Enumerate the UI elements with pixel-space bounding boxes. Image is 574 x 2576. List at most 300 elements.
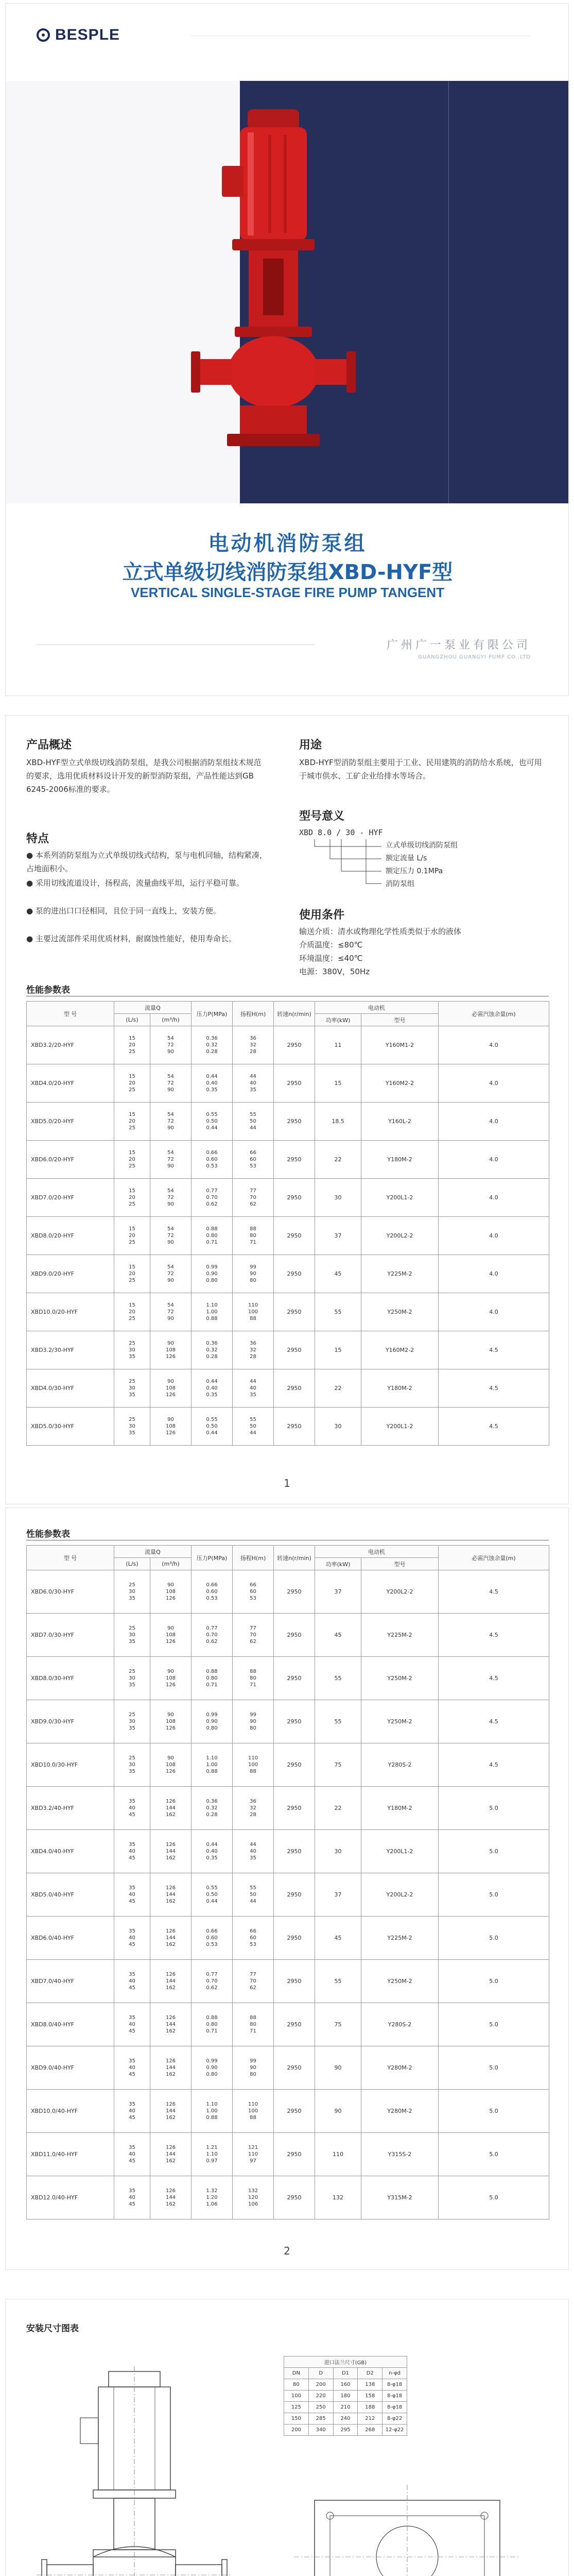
column-header: 转速n(r/min) bbox=[274, 1002, 315, 1026]
cell-line: 35 bbox=[129, 1392, 135, 1398]
column-header: 功率(kW) bbox=[315, 1014, 361, 1026]
cell-line: 30 bbox=[129, 1589, 135, 1595]
brand bbox=[37, 26, 120, 44]
value-cell: 158 bbox=[358, 2391, 382, 2402]
cell-line: 90 bbox=[167, 1316, 174, 1321]
cell-line: 20 bbox=[129, 1042, 135, 1048]
value-cell: 138 bbox=[358, 2379, 382, 2391]
cell-line: 90 bbox=[250, 1719, 256, 1724]
cell-line: 108 bbox=[165, 1385, 176, 1391]
spec-table bbox=[26, 1545, 549, 2219]
cell-line: 108 bbox=[165, 1632, 176, 1638]
value-cell bbox=[192, 1141, 233, 1179]
value-cell bbox=[150, 1614, 192, 1657]
column-header: 型号 bbox=[361, 1014, 439, 1026]
model-cell: XBD9.0/30-HYF bbox=[27, 1700, 114, 1743]
banner-rule bbox=[448, 81, 449, 503]
value-cell: 4.5 bbox=[439, 1700, 549, 1743]
table-row bbox=[27, 1743, 549, 1787]
spec-table-title: 性能参数表 bbox=[26, 985, 70, 995]
cell-line: 126 bbox=[165, 1725, 176, 1731]
value-cell bbox=[233, 1960, 274, 2003]
table-row bbox=[284, 2379, 407, 2391]
cell-line: 25 bbox=[129, 1278, 135, 1283]
cell-line: 15 bbox=[129, 1226, 135, 1232]
cell-line: 0.80 bbox=[206, 2072, 218, 2077]
value-cell: 2950 bbox=[274, 1255, 315, 1293]
table-row bbox=[27, 1917, 549, 1960]
value-cell: 8-φ18 bbox=[382, 2402, 407, 2413]
cell-line: 44 bbox=[250, 1430, 256, 1436]
cell-line: 90 bbox=[167, 1341, 174, 1346]
value-cell: Y200L1-2 bbox=[361, 1179, 439, 1217]
value-cell bbox=[233, 1830, 274, 1873]
value-cell: 5.0 bbox=[439, 2046, 549, 2090]
cell-line: 126 bbox=[165, 2102, 176, 2107]
value-cell: 12-φ22 bbox=[382, 2425, 407, 2436]
value-cell: 4.5 bbox=[439, 1331, 549, 1369]
value-cell: 2950 bbox=[274, 1103, 315, 1141]
condition-item: 电源：380V，50Hz bbox=[299, 967, 370, 976]
cell-line: 0.28 bbox=[206, 1049, 218, 1055]
value-cell bbox=[233, 1614, 274, 1657]
value-cell: Y200L2-2 bbox=[361, 1217, 439, 1255]
cell-line: 70 bbox=[250, 1632, 256, 1638]
value-cell: 30 bbox=[315, 1408, 361, 1446]
cell-line: 88 bbox=[250, 1226, 256, 1232]
cell-line: 35 bbox=[129, 2102, 135, 2107]
table-row bbox=[27, 1026, 549, 1064]
table-row bbox=[27, 1064, 549, 1103]
cell-line: 1.21 bbox=[206, 2145, 218, 2150]
model-code: XBD 8.0 / 30 - HYF bbox=[299, 828, 383, 837]
column-header: 型 号 bbox=[27, 1546, 114, 1570]
value-cell: 55 bbox=[315, 1960, 361, 2003]
value-cell: 150 bbox=[284, 2413, 309, 2425]
cell-line: 162 bbox=[165, 2115, 176, 2121]
model-cell: XBD12.0/40-HYF bbox=[27, 2176, 114, 2219]
value-cell bbox=[114, 1960, 150, 2003]
value-cell: Y200L1-2 bbox=[361, 1830, 439, 1873]
table-row bbox=[27, 1830, 549, 1873]
value-cell bbox=[233, 2133, 274, 2176]
table-row bbox=[27, 1331, 549, 1369]
cell-line: 30 bbox=[129, 1347, 135, 1353]
cell-line: 162 bbox=[165, 1812, 176, 1818]
value-cell: 75 bbox=[315, 1743, 361, 1787]
model-cell: XBD8.0/20-HYF bbox=[27, 1217, 114, 1255]
value-cell bbox=[150, 1293, 192, 1331]
cell-line: 72 bbox=[167, 1309, 174, 1315]
value-cell bbox=[233, 2090, 274, 2133]
cell-line: 54 bbox=[167, 1150, 174, 1156]
cell-line: 90 bbox=[167, 1625, 174, 1631]
value-cell bbox=[192, 1917, 233, 1960]
cell-line: 0.35 bbox=[206, 1087, 218, 1093]
cell-line: 20 bbox=[129, 1157, 135, 1162]
cell-line: 45 bbox=[129, 2158, 135, 2164]
cell-line: 144 bbox=[165, 1892, 176, 1897]
column-header: D1 bbox=[333, 2368, 358, 2379]
cell-line: 162 bbox=[165, 2072, 176, 2077]
model-legend-leaders bbox=[309, 839, 381, 896]
model-cell: XBD5.0/40-HYF bbox=[27, 1873, 114, 1917]
column-header: 电动机 bbox=[315, 1546, 439, 1558]
value-cell bbox=[233, 1570, 274, 1614]
value-cell: Y200L1-2 bbox=[361, 1408, 439, 1446]
value-cell: 210 bbox=[333, 2402, 358, 2413]
cell-line: 20 bbox=[129, 1233, 135, 1239]
value-cell: 11 bbox=[315, 1026, 361, 1064]
cell-line: 28 bbox=[250, 1812, 256, 1818]
page-2 bbox=[5, 1507, 569, 2270]
cell-line: 60 bbox=[250, 1935, 256, 1941]
cell-line: 108 bbox=[165, 1675, 176, 1681]
cell-line: 40 bbox=[250, 1849, 256, 1854]
cell-line: 90 bbox=[167, 1087, 174, 1093]
value-cell: 5.0 bbox=[439, 2133, 549, 2176]
cell-line: 97 bbox=[250, 2158, 256, 2164]
value-cell bbox=[150, 1960, 192, 2003]
cell-line: 0.88 bbox=[206, 2115, 218, 2121]
cell-line: 45 bbox=[129, 1899, 135, 1904]
value-cell bbox=[114, 1657, 150, 1700]
value-cell bbox=[192, 1369, 233, 1408]
cell-line: 0.28 bbox=[206, 1354, 218, 1360]
feature-item: ● 泵的进出口口径相同，且位于同一直线上，安装方便。 bbox=[26, 906, 221, 916]
cell-line: 126 bbox=[165, 1430, 176, 1436]
cell-line: 0.88 bbox=[206, 2015, 218, 2021]
cell-line: 28 bbox=[250, 1049, 256, 1055]
pump-elevation-drawing bbox=[37, 2366, 232, 2576]
value-cell: 2950 bbox=[274, 1179, 315, 1217]
cell-line: 35 bbox=[129, 2058, 135, 2064]
value-cell: 8-φ18 bbox=[382, 2379, 407, 2391]
value-cell bbox=[233, 2003, 274, 2046]
model-cell: XBD5.0/30-HYF bbox=[27, 1408, 114, 1446]
feature-item: ● 主要过流部件采用优质材料，耐腐蚀性能好，使用寿命长。 bbox=[26, 934, 236, 943]
value-cell bbox=[114, 2176, 150, 2219]
value-cell bbox=[233, 2176, 274, 2219]
value-cell: 22 bbox=[315, 1369, 361, 1408]
cell-line: 77 bbox=[250, 1625, 256, 1631]
cell-line: 72 bbox=[167, 1233, 174, 1239]
cell-line: 71 bbox=[250, 2028, 256, 2034]
value-cell bbox=[150, 1217, 192, 1255]
page-number: 1 bbox=[284, 1477, 290, 1489]
cell-line: 0.66 bbox=[206, 1928, 218, 1934]
value-cell bbox=[233, 1700, 274, 1743]
column-header: 压力P(MPa) bbox=[192, 1546, 233, 1570]
cell-line: 162 bbox=[165, 2158, 176, 2164]
cell-line: 25 bbox=[129, 1341, 135, 1346]
cell-line: 126 bbox=[165, 1354, 176, 1360]
cell-line: 25 bbox=[129, 1625, 135, 1631]
cell-line: 0.44 bbox=[206, 1125, 218, 1131]
value-cell: 5.0 bbox=[439, 2176, 549, 2219]
value-cell: 45 bbox=[315, 1614, 361, 1657]
cell-line: 0.50 bbox=[206, 1892, 218, 1897]
cell-line: 35 bbox=[129, 2015, 135, 2021]
value-cell: 4.5 bbox=[439, 1657, 549, 1700]
cell-line: 40 bbox=[129, 2195, 135, 2200]
value-cell: 15 bbox=[315, 1064, 361, 1103]
cell-line: 36 bbox=[250, 1036, 256, 1041]
cell-line: 0.55 bbox=[206, 1417, 218, 1422]
cell-line: 40 bbox=[250, 1080, 256, 1086]
value-cell bbox=[150, 2090, 192, 2133]
cell-line: 80 bbox=[250, 1233, 256, 1239]
value-cell bbox=[233, 1873, 274, 1917]
feature-item: ● 采用切线流道设计，扬程高，流量曲线平坦，运行平稳可靠。 bbox=[26, 878, 244, 888]
cell-line: 50 bbox=[250, 1423, 256, 1429]
value-cell: 2950 bbox=[274, 1369, 315, 1408]
cell-line: 108 bbox=[165, 1719, 176, 1724]
cell-line: 15 bbox=[129, 1188, 135, 1194]
cell-line: 35 bbox=[129, 1885, 135, 1891]
condition-item: 环境温度：≤40℃ bbox=[299, 954, 363, 963]
cell-line: 0.53 bbox=[206, 1942, 218, 1947]
cell-line: 1.20 bbox=[206, 2195, 218, 2200]
cell-line: 25 bbox=[129, 1049, 135, 1055]
value-cell bbox=[150, 1657, 192, 1700]
cell-line: 1.32 bbox=[206, 2188, 218, 2194]
value-cell: 268 bbox=[358, 2425, 382, 2436]
value-cell bbox=[114, 1873, 150, 1917]
value-cell: 2950 bbox=[274, 1700, 315, 1743]
cell-line: 110 bbox=[248, 1755, 258, 1761]
value-cell bbox=[114, 1026, 150, 1064]
cell-line: 144 bbox=[165, 1935, 176, 1941]
cell-line: 0.36 bbox=[206, 1341, 218, 1346]
cell-line: 72 bbox=[167, 1157, 174, 1162]
cell-line: 126 bbox=[165, 1682, 176, 1688]
value-cell bbox=[114, 2133, 150, 2176]
value-cell: 4.0 bbox=[439, 1293, 549, 1331]
value-cell: 90 bbox=[315, 2046, 361, 2090]
value-cell bbox=[114, 1217, 150, 1255]
value-cell: 2950 bbox=[274, 1217, 315, 1255]
cell-line: 88 bbox=[250, 2115, 256, 2121]
cell-line: 54 bbox=[167, 1188, 174, 1194]
value-cell bbox=[114, 1331, 150, 1369]
cell-line: 0.80 bbox=[206, 1233, 218, 1239]
cell-line: 121 bbox=[248, 2145, 258, 2150]
cell-line: 0.66 bbox=[206, 1150, 218, 1156]
cell-line: 126 bbox=[165, 2015, 176, 2021]
cell-line: 35 bbox=[129, 1430, 135, 1436]
value-cell bbox=[192, 1743, 233, 1787]
company-name-en: GUANGZHOU GUANGYI PUMP CO.,LTD bbox=[418, 654, 531, 660]
model-cell: XBD8.0/40-HYF bbox=[27, 2003, 114, 2046]
brand-logo-icon bbox=[37, 28, 50, 42]
cell-line: 99 bbox=[250, 1712, 256, 1718]
brand-name: BESPLE bbox=[55, 26, 120, 43]
cell-line: 25 bbox=[129, 1316, 135, 1321]
value-cell: 4.5 bbox=[439, 1570, 549, 1614]
value-cell bbox=[233, 1408, 274, 1446]
cell-line: 80 bbox=[250, 1675, 256, 1681]
cell-line: 25 bbox=[129, 1417, 135, 1422]
value-cell bbox=[114, 1743, 150, 1787]
value-cell: Y200L2-2 bbox=[361, 1873, 439, 1917]
cell-line: 0.71 bbox=[206, 1682, 218, 1688]
model-cell: XBD10.0/40-HYF bbox=[27, 2090, 114, 2133]
cell-line: 70 bbox=[250, 1195, 256, 1200]
table-row bbox=[27, 1570, 549, 1614]
cell-line: 45 bbox=[129, 2072, 135, 2077]
column-header: 型号 bbox=[361, 1558, 439, 1570]
cell-line: 90 bbox=[167, 1669, 174, 1674]
cell-line: 0.60 bbox=[206, 1589, 218, 1595]
value-cell bbox=[192, 1700, 233, 1743]
cell-line: 36 bbox=[250, 1799, 256, 1804]
column-header: 流量Q bbox=[114, 1546, 192, 1558]
value-cell: 5.0 bbox=[439, 2003, 549, 2046]
value-cell: Y250M-2 bbox=[361, 1700, 439, 1743]
cell-line: 162 bbox=[165, 1899, 176, 1904]
cell-line: 20 bbox=[129, 1271, 135, 1277]
cell-line: 54 bbox=[167, 1074, 174, 1079]
value-cell bbox=[150, 1873, 192, 1917]
column-header: 必需汽蚀余量(m) bbox=[439, 1002, 549, 1026]
column-header: (L/s) bbox=[114, 1014, 150, 1026]
cell-line: 0.70 bbox=[206, 1632, 218, 1638]
cell-line: 126 bbox=[165, 1596, 176, 1601]
cell-line: 25 bbox=[129, 1712, 135, 1718]
cell-line: 54 bbox=[167, 1264, 174, 1270]
cell-line: 45 bbox=[129, 1985, 135, 1991]
cell-line: 25 bbox=[129, 1163, 135, 1169]
model-cell: XBD10.0/20-HYF bbox=[27, 1293, 114, 1331]
column-header: 必需汽蚀余量(m) bbox=[439, 1546, 549, 1570]
table-row bbox=[27, 1787, 549, 1830]
cell-line: 35 bbox=[129, 1928, 135, 1934]
cell-line: 126 bbox=[165, 1769, 176, 1774]
cell-line: 0.40 bbox=[206, 1849, 218, 1854]
cell-line: 0.70 bbox=[206, 1195, 218, 1200]
value-cell bbox=[192, 1614, 233, 1657]
value-cell bbox=[114, 1141, 150, 1179]
cell-line: 50 bbox=[250, 1118, 256, 1124]
value-cell: 4.0 bbox=[439, 1103, 549, 1141]
cell-line: 1.10 bbox=[206, 2102, 218, 2107]
cell-line: 30 bbox=[129, 1385, 135, 1391]
cover-page bbox=[5, 3, 569, 696]
value-cell: 5.0 bbox=[439, 1873, 549, 1917]
cell-line: 88 bbox=[250, 1669, 256, 1674]
model-meaning-title: 型号意义 bbox=[299, 810, 345, 823]
cell-line: 54 bbox=[167, 1112, 174, 1117]
value-cell: 160 bbox=[333, 2379, 358, 2391]
model-cell: XBD5.0/20-HYF bbox=[27, 1103, 114, 1141]
column-header: DN bbox=[284, 2368, 309, 2379]
cell-line: 20 bbox=[129, 1309, 135, 1315]
cell-line: 35 bbox=[129, 1725, 135, 1731]
cell-line: 144 bbox=[165, 1849, 176, 1854]
column-header: 压力P(MPa) bbox=[192, 1002, 233, 1026]
cell-line: 90 bbox=[167, 1201, 174, 1207]
table-row bbox=[27, 1103, 549, 1141]
table-header-row bbox=[284, 2368, 407, 2379]
cell-line: 90 bbox=[167, 1049, 174, 1055]
value-cell: Y315S-2 bbox=[361, 2133, 439, 2176]
cell-line: 50 bbox=[250, 1892, 256, 1897]
cell-line: 132 bbox=[248, 2188, 258, 2194]
cell-line: 40 bbox=[129, 1935, 135, 1941]
value-cell: 4.5 bbox=[439, 1614, 549, 1657]
cell-line: 54 bbox=[167, 1302, 174, 1308]
cell-line: 40 bbox=[129, 2022, 135, 2027]
value-cell: 2950 bbox=[274, 1293, 315, 1331]
value-cell: Y225M-2 bbox=[361, 1917, 439, 1960]
cell-line: 0.99 bbox=[206, 1264, 218, 1270]
cell-line: 0.90 bbox=[206, 2065, 218, 2071]
model-cell: XBD7.0/20-HYF bbox=[27, 1179, 114, 1217]
table-header-row bbox=[27, 1002, 549, 1014]
cell-line: 53 bbox=[250, 1163, 256, 1169]
value-cell: 2950 bbox=[274, 1331, 315, 1369]
cell-line: 90 bbox=[167, 1278, 174, 1283]
value-cell: 188 bbox=[358, 2402, 382, 2413]
cell-line: 0.60 bbox=[206, 1935, 218, 1941]
cell-line: 0.36 bbox=[206, 1799, 218, 1804]
table-row bbox=[27, 1293, 549, 1331]
value-cell: 18.5 bbox=[315, 1103, 361, 1141]
feature-item: ● 本系列消防泵组为立式单级切线式结构，泵与电机同轴，结构紧凑，占地面积小。 bbox=[26, 851, 267, 873]
cell-line: 0.70 bbox=[206, 1978, 218, 1984]
value-cell: 2950 bbox=[274, 2003, 315, 2046]
value-cell bbox=[233, 1103, 274, 1141]
cell-line: 0.88 bbox=[206, 1316, 218, 1321]
value-cell: 5.0 bbox=[439, 1830, 549, 1873]
cell-line: 77 bbox=[250, 1188, 256, 1194]
cell-line: 99 bbox=[250, 2058, 256, 2064]
cell-line: 80 bbox=[250, 1278, 256, 1283]
cell-line: 0.32 bbox=[206, 1805, 218, 1811]
value-cell: 4.0 bbox=[439, 1179, 549, 1217]
cell-line: 40 bbox=[250, 1385, 256, 1391]
value-cell bbox=[192, 1179, 233, 1217]
value-cell: 295 bbox=[333, 2425, 358, 2436]
value-cell: 2950 bbox=[274, 1614, 315, 1657]
cell-line: 0.71 bbox=[206, 1240, 218, 1245]
cell-line: 100 bbox=[248, 1762, 258, 1768]
overview-title: 产品概述 bbox=[26, 739, 72, 752]
cell-line: 108 bbox=[165, 1347, 176, 1353]
cell-line: 20 bbox=[129, 1118, 135, 1124]
value-cell: 2950 bbox=[274, 1408, 315, 1446]
cell-line: 15 bbox=[129, 1302, 135, 1308]
value-cell: Y225M-2 bbox=[361, 1255, 439, 1293]
page-3 bbox=[5, 2299, 569, 2576]
value-cell: 2950 bbox=[274, 2133, 315, 2176]
cell-line: 55 bbox=[250, 1885, 256, 1891]
cell-line: 35 bbox=[250, 1087, 256, 1093]
cell-line: 28 bbox=[250, 1354, 256, 1360]
cell-line: 45 bbox=[129, 2028, 135, 2034]
value-cell: 2950 bbox=[274, 2046, 315, 2090]
value-cell: 37 bbox=[315, 1217, 361, 1255]
cell-line: 35 bbox=[129, 1972, 135, 1977]
value-cell bbox=[150, 2176, 192, 2219]
table-row bbox=[27, 1141, 549, 1179]
value-cell bbox=[150, 1103, 192, 1141]
cell-line: 25 bbox=[129, 1379, 135, 1384]
value-cell bbox=[233, 1657, 274, 1700]
value-cell bbox=[192, 1103, 233, 1141]
cell-line: 40 bbox=[129, 2151, 135, 2157]
